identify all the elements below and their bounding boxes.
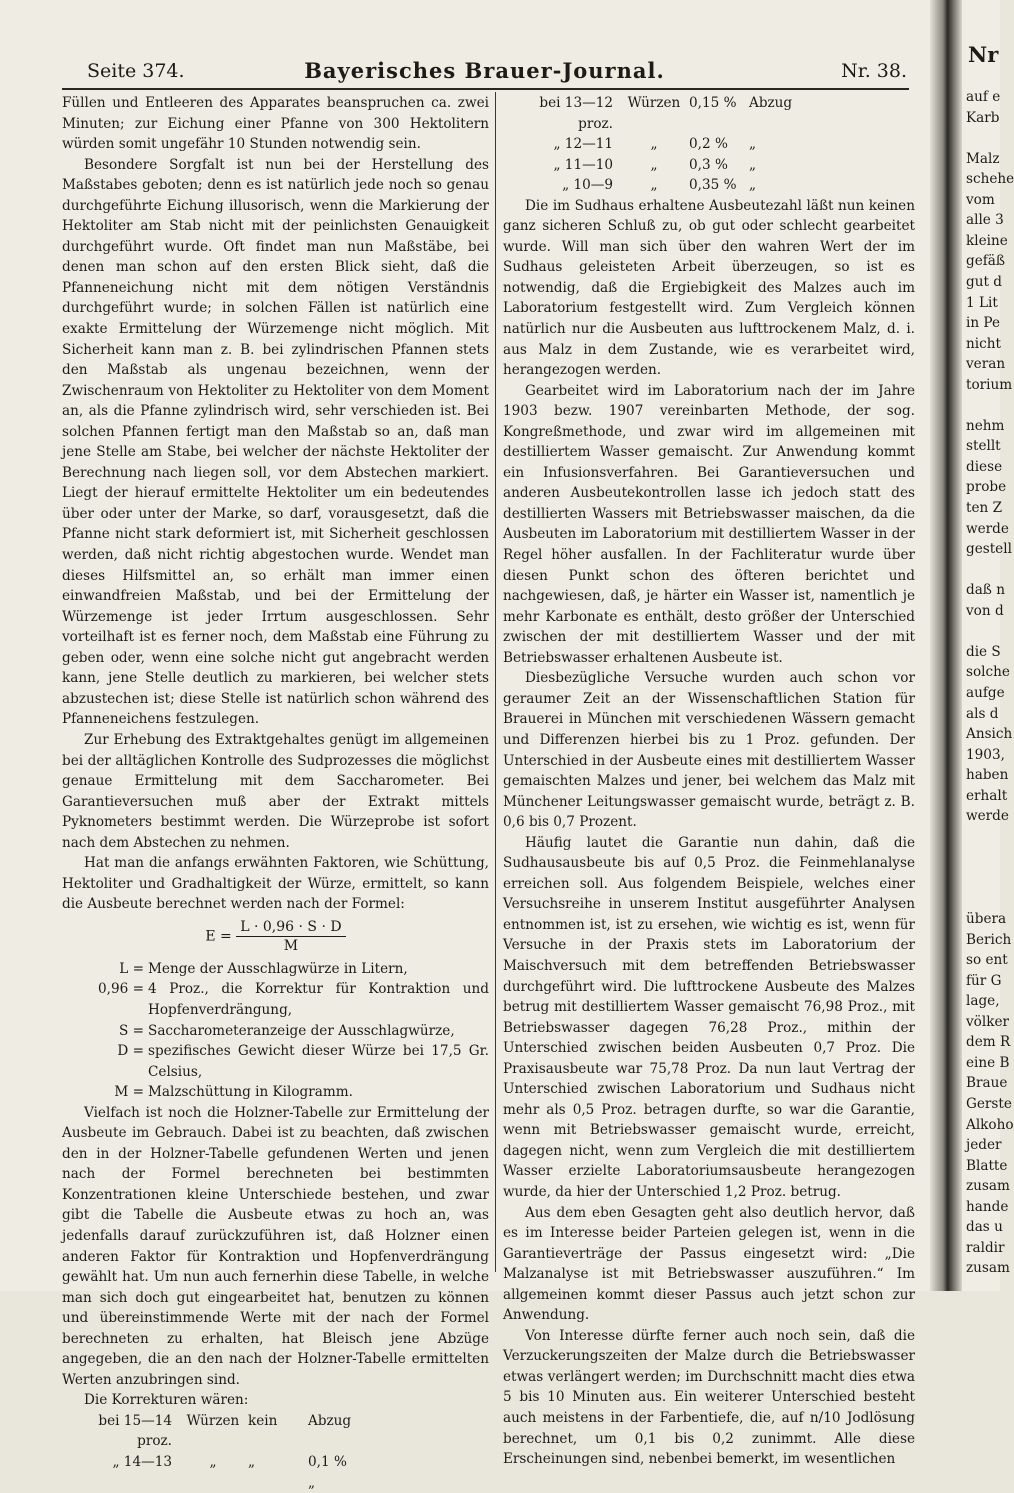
table-cell: 0,15 % [689,95,737,111]
definition-row [62,1082,489,1103]
definition-text: spezifisches Gewicht dieser Würze bei 17,5 Gr. Celsius, [148,1043,489,1080]
adjacent-page-fragment: vom [966,191,995,208]
adjacent-page-fragment: werde [966,808,1009,825]
adjacent-page-fragment: werde [966,520,1009,537]
adjacent-page-fragment: gut d [966,273,1002,290]
table-cell: 0,1 % „ [308,1454,347,1491]
definition-text: Menge der Ausschlagwürze in Litern, [148,960,408,977]
table-row [62,1452,489,1493]
adjacent-page-fragment: kleine [966,232,1008,249]
adjacent-page-fragment: alle 3 [966,212,1004,229]
adjacent-page-fragment: Gerste [966,1095,1012,1112]
issue-number: Nr. 38. [841,60,907,82]
formula-denominator: M [283,937,299,954]
definition-symbol: L = [119,960,144,977]
adjacent-page-fragment: Berich [966,931,1012,948]
adjacent-page-fragment: torium [966,376,1013,393]
paragraph: Gearbeitet wird im Laboratorium nach der im Jahre 1903 bezw. 1907 vereinbarten Methode, der sog. Kongreßmethode, und zwar wird im allgemeinen mit destilliertem Wasser gemaischt. Zur Anwendung kommt ein Infusionsverfahren. Bei Garantieversuchen und anderen Ausbeutekontrollen lasse ich jedoch statt des destillierten Wassers mit Betriebswasser maischen, da die Ausbeuten im Laboratorium mit destilliertem Wasser in der Regel höher ausfallen. In der Fachliteratur wurde über diesen Punkt schon des öfteren berichtet und nachgewiesen, daß, je härter ein Wasser ist, namentlich je mehr Karbonate es enthält, desto größer der Unterschied zwischen der mit destilliertem Wasser und der mit Betriebswasser erhaltenen Ausbeute ist. [503,382,915,666]
adjacent-page-fragment: raldir [966,1239,1005,1256]
adjacent-page-fragment: 1 Lit [966,294,998,311]
page-header [62,58,907,86]
formula-fraction [236,918,345,955]
adjacent-page-fragment: als d [966,705,999,722]
table-cell: „ 11—10 [553,156,613,173]
adjacent-page-fragment: ten Z [966,500,1003,516]
definition-text: Saccharometeranzeige der Ausschlagwürze, [148,1022,455,1039]
table-cell: „ 10—9 [562,177,613,194]
paragraph: Vielfach ist noch die Holzner-Tabelle zur Ermittelung der Ausbeute im Gebrauch. Dabei ist zu beachten, daß zwischen den in der Holzner-Tabelle gefundenen Werten und jenen nach der Formel berechneten bei bestimmten Konzentrationen kleine Unterschiede bestehen, und zwar gibt die Tabelle die Ausbeute etwas zu hoch an, was jedenfalls darauf zurückzuführen ist, daß Holzner einen anderen Faktor für Kontraktion und Hopfenverdrängung gewählt hat. Um nun auch fernerhin diese Tabelle, in welche man sich doch gut eingearbeitet hat, benutzen zu können und übereinstimmende Werte mit der nach der Formel berechneten zu erhalten, hat Bleisch jene Abzüge angegeben, die an den nach der Holzner-Tabelle ermittelten Werten anzubringen sind. [62,1104,489,1388]
left-column [62,93,489,1493]
paragraph: Die im Sudhaus erhaltene Ausbeutezahl läßt nun keinen ganz sicheren Schluß zu, ob gut oder schlecht gearbeitet wurde. Will man sich über den wahren Wert der im Sudhaus geleisteten Arbeit überzeugen, so ist es notwendig, daß die Ergiebigkeit des Malzes auch im Laboratorium festgestellt wird. Zum Vergleich können natürlich nur die Ausbeuten aus lufttrockenem Malz, d. i. aus Malz in dem Zustande, wie es verarbeitet wird, herangezogen werden. [503,197,915,379]
paragraph: Besondere Sorgfalt ist nun bei der Herstellung des Maßstabes geboten; denn es ist natürlich jede noch so genau durchgeführte Eichung illusorisch, wenn die Markierung der Hektoliter am Stab nicht mit der peinlichsten Genauigkeit durchgeführt wurde. Oft findet man nun Maßstäbe, bei denen man schon auf den ersten Blick sieht, daß die Pfanneneichung nicht mit dem nötigen Verständnis durchgeführt wurde; in solchen Fällen ist natürlich eine exakte Ermittelung der Würzemenge nicht möglich. Mit Sicherheit kann man z. B. bei zylindrischen Pfannen stets den Maßstab als ungenau bezeichnen, wenn der Zwischenraum von Hektoliter zu Hektoliter von dem Moment an, als die Pfanne zylindrisch wird, sehr verschieden ist. Bei solchen Pfannen fertigt man den Maßstab so an, daß man jene Stelle am Stabe, bei welcher der nächste Hektoliter der Berechnung nach liegen soll, vor dem Abstechen markiert. Liegt der hierauf ermittelte Hektoliter um ein bedeutendes über oder unter der Marke, so darf, vorausgesetzt, daß die Pfanne nicht stark deformiert ist, mit Sicherheit geschlossen werden, daß nicht richtig abgestochen wurde. Wendet man dieses Hilfsmittel an, so erhält man immer einen einwandfreien Maßstab, und bei der Ermittelung der Würzemenge ist jeder Irrtum ausgeschlossen. Sehr vorteilhaft ist es ferner noch, dem Maßstab eine Führung zu geben oder, wenn eine solche nicht gut angebracht werden kann, jene Stelle deutlich zu markieren, bei welcher stets abzustechen ist; diese Stelle ist natürlich schon während des Pfanneneichens festzulegen. [62,156,489,728]
adjacent-page-fragment: Braue [966,1075,1008,1092]
table-cell: 0,2 % [689,136,728,153]
table-row [503,93,915,134]
definition-text: 4 Proz., die Korrektur für Kontraktion und Hopfenverdrängung, [148,981,489,1018]
table-cell: „ [749,177,757,194]
adjacent-page-fragment: Karb [966,109,1000,126]
definition-row [62,959,489,980]
adjacent-page-fragment: probe [966,479,1007,496]
adjacent-page-fragment: nehm [966,417,1005,434]
adjacent-page-fragment: daß n [966,582,1005,599]
adjacent-page-fragment: nicht [966,335,1001,352]
adjacent-page-fragment: übera [966,911,1007,927]
paragraph: Füllen und Entleeren des Apparates beanspruchen ca. zwei Minuten; zur Eichung einer Pfanne von 300 Hektolitern würden somit ungefähr 10 Stunden notwendig sein. [62,95,489,153]
table-row [503,155,915,176]
paragraph: Hat man die anfangs erwähnten Faktoren, wie Schüttung, Hektoliter und Gradhaltigkeit der Würze, ermittelt, so kann die Ausbeute berechnet werden nach der Formel: [62,855,489,913]
table-cell: kein [248,1412,278,1429]
definition-row [62,1021,489,1042]
adjacent-page-fragment: Ansich [966,726,1013,743]
adjacent-page-fragment: das u [966,1219,1003,1236]
adjacent-page-fragment: stellt [966,438,1001,455]
table-cell: Abzug [749,95,793,111]
table-cell: „ [650,136,658,153]
formula-numerator: L · 0,96 · S · D [236,918,345,937]
table-row [503,175,915,196]
journal-title: Bayerisches Brauer-Journal. [304,58,665,83]
adjacent-page-fragment: hande [966,1198,1009,1215]
paragraph: Aus dem eben Gesagten geht also deutlich hervor, daß es im Interesse beider Parteien gelegen ist, wenn in die Garantieverträge der Passus eingesetzt wird: „Die Malzanalyse ist mit Betriebswasser auszuführen.“ Im allgemeinen kommt dieser Passus auch jetzt schon zur Anwendung. [503,1204,915,1324]
table-cell: 0,3 % [689,156,728,173]
adjacent-page-fragment: für G [966,972,1002,989]
adjacent-page-fragment: von d [966,602,1004,619]
adjacent-page-fragment: Blatte [966,1157,1008,1174]
column-divider [495,92,496,1272]
definition-symbol: D = [117,1043,144,1060]
table-cell: 0,35 % [689,177,737,194]
header-rule [62,88,909,90]
adjacent-page-fragment: auf e [966,89,1001,105]
table-cell: „ [248,1454,256,1470]
adjacent-page-fragment: zusam [966,1260,1010,1277]
table-cell: „ 14—13 [112,1454,172,1470]
adjacent-page-fragment: zusam [966,1178,1010,1195]
definition-row [62,979,489,1020]
table-cell: Abzug [308,1412,352,1429]
adjacent-page-edge [962,0,1014,1291]
table-cell: bei 13—12 proz. [539,95,613,132]
adjacent-page-fragment: so ent [966,952,1008,969]
adjacent-page-fragment: schehe [966,171,1014,188]
table-cell: „ [749,136,757,153]
table-cell: „ [749,156,757,173]
adjacent-page-fragment: haben [966,767,1009,784]
adjacent-page-fragment: diese [966,458,1003,475]
adjacent-page-fragment: erhalt [966,787,1008,804]
adjacent-page-fragment: dem R [966,1034,1011,1051]
adjacent-page-fragment: aufge [966,684,1005,701]
paragraph: Diesbezügliche Versuche wurden auch schon vor geraumer Zeit an der Wissenschaftlichen Station für Brauerei in München mit verschiedenen Wässern gemacht und Differenzen hierbei bis zu 1 Proz. gefunden. Der Unterschied in der Ausbeute eines mit destilliertem Wasser gemaischten Malzes und jener, bei welchem das Malz mit Münchener Leitungswasser gemaischt wurde, beträgt z. B. 0,6 bis 0,7 Prozent. [503,670,915,831]
paragraph: Zur Erhebung des Extraktgehaltes genügt im allgemeinen bei der alltäglichen Kontrolle des Sudprozesses die möglichst genaue Ermittelung mit dem Saccharometer. Bei Garantieversuchen muß aber der Extrakt mittels Pyknometers bestimmt werden. Die Würzeprobe ist sofort nach dem Abstechen zu nehmen. [62,731,489,851]
table-cell: „ 12—11 [553,136,613,153]
adjacent-page-fragment: in Pe [966,315,1001,332]
page-number: Seite 374. [87,60,185,82]
paragraph: Von Interesse dürfte ferner auch noch sein, daß die Verzuckerungszeiten der Malze durch die Betriebswasser etwas verlängert werden; im Durchschnitt macht dies etwa 5 bis 10 Minuten aus. Ein weiterer Unterschied besteht auch meistens in der Farbentiefe, die, auf n/10 Jodlösung berechnet, um 0,1 bis 0,2 zunimmt. Alle diese Erscheinungen sind, nebenbei bemerkt, im wesentlichen [503,1327,915,1468]
paragraph: Häufig lautet die Garantie nun dahin, daß die Sudhausausbeute bis auf 0,5 Proz. die Feinmehlanalyse erreichen soll. Aus folgendem Beispiele, welches einer Versuchsreihe in unserem Institut ausgeführter Analysen entnommen ist, ist zu ersehen, wie wichtig es ist, wenn für Versuche in der Praxis stets im Laboratorium der Maischversuch mit dem betreffenden Betriebswasser durchgeführt wird. Die lufttrockene Ausbeute des Malzes betrug mit destilliertem Wasser gemaischt 76,98 Proz., mit Betriebswasser dagegen 76,28 Proz., mithin der Unterschied zwischen beiden Ausbeuten 0,7 Proz. Die Praxisausbeute war 75,78 Proz. Da nun laut Vertrag der Unterschied zwischen Laboratorium und Sudhaus nicht mehr als 0,5 Proz. betragen durfte, so war die Garantie, wenn mit Betriebswasser gemaischt wurde, erreicht, dagegen nicht, wenn zum Vergleich die mit destilliertem Wasser erzielte Laboratoriumsausbeute herangezogen wurde, da hier der Unterschied 1,2 Proz. betrug. [503,834,915,1200]
right-column [503,93,915,1470]
paragraph: Die Korrekturen wären: [84,1392,249,1409]
adjacent-page-fragment: völker [966,1013,1009,1030]
adjacent-page-fragment: 1903, [966,746,1005,763]
adjacent-page-fragment: Alkoho [966,1116,1014,1133]
formula-lhs: E = [205,928,232,945]
adjacent-page-header: Nr [968,42,999,67]
table-cell: „ [650,156,658,173]
definition-text: Malzschüttung in Kilogramm. [148,1084,353,1101]
table-cell: Würzen [186,1412,240,1429]
corrections-table [62,1411,489,1493]
definition-row [62,1041,489,1082]
book-gutter [930,0,962,1291]
yield-formula [62,918,489,955]
definition-symbol: M = [114,1084,144,1101]
table-cell: „ [209,1454,217,1470]
adjacent-page-fragment: veran [966,356,1006,373]
table-cell: bei 15—14 proz. [98,1412,172,1450]
adjacent-page-fragment: die S [966,643,1001,660]
definition-symbol: 0,96 = [98,981,144,998]
table-cell: Würzen [627,95,681,111]
definition-symbol: S = [118,1022,144,1039]
adjacent-page-fragment: eine B [966,1054,1010,1071]
adjacent-page-fragment: jeder [966,1137,1002,1154]
formula-definitions [62,959,489,1103]
table-row [503,134,915,155]
adjacent-page-fragment: gestell [966,541,1012,558]
adjacent-page-fragment: gefäß [966,253,1005,270]
adjacent-page-fragment: lage, [966,993,1000,1010]
corrections-table-continued [503,93,915,196]
table-cell: „ [650,177,658,194]
adjacent-page-fragment: Malz [966,150,1000,167]
adjacent-page-fragment: solche [966,664,1010,681]
table-row [62,1411,489,1452]
